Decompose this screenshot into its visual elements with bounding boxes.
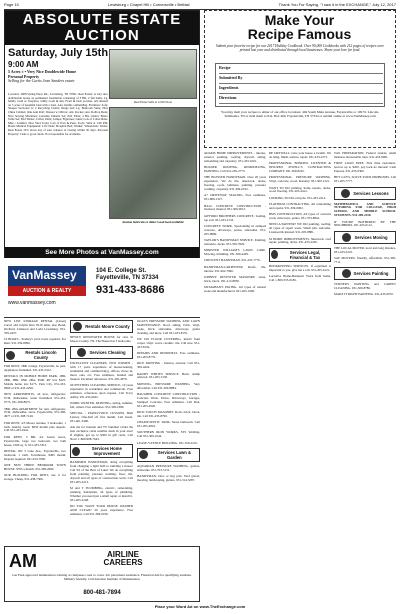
list-item: TURNER'S PAINTING and CARPET CLEANING. 931-309-8786. xyxy=(334,282,396,291)
list-item: WE DO FLOOR COVERING, install from carpet, vinyl, wood, ceramic, tile. Call now. 931-433-8156. xyxy=(137,337,200,349)
list-item: SPECIAL - PIANO/VOICE LESSONS. Beth Lynsey. One-half off first month. Call Jessie. 931-401-3400. xyxy=(70,411,133,424)
list-item: BOOKKEEPING SERVICES. If organized is important to you, give me a call. 931-205-6121. xyxy=(269,263,331,272)
list-item: CHAMP-SEPTIC TANK. Stone bathroom. Call 931-205-4822. xyxy=(137,420,200,429)
category-header: Services Cleaning xyxy=(70,346,133,359)
list-item: MAKE IT RIGHT PAINTING. 931-433-0070. xyxy=(334,292,394,297)
recipe-form xyxy=(215,63,385,107)
classified-column-5 xyxy=(269,152,331,602)
list-item: REPAIRS AND REMODELS. Free estimates. 931-205-8776. xyxy=(137,351,200,360)
leaf-icon xyxy=(139,450,148,459)
list-item: PLATINUM CONTRACTING. All remodeling and repairs. 931-309-0002. xyxy=(269,202,331,210)
list-item: RICK TOUCH MASONRY. Rock, brick, block, tile. Call 931-433-8790. xyxy=(137,409,200,418)
classified-column-6 xyxy=(334,152,396,602)
vanmassey-web-link[interactable]: www.vanmassey.com xyxy=(8,300,56,306)
list-item: M HOME IMPROVEMENTS. Sheetrock, roof repair, painting, decks. 931-433-2220. xyxy=(269,236,331,245)
category-header: Rentals Lincoln County xyxy=(4,348,66,362)
list-item: AQUARIAN PRESSURE WASHING, gutters, sidewalks. 931-703-5131. xyxy=(137,463,200,472)
airline-body: Get FAA approved maintenance training at campuses coast to coast. Job placement assistance. Financial Aid for qualifying students. Military friendly. Call Aviation Institute of Maintenance xyxy=(12,573,192,581)
auction-summary xyxy=(8,70,108,84)
category-header: Services Moving xyxy=(334,231,396,244)
paint-roller-icon xyxy=(342,269,351,278)
page-footer: Place your Word Ad on www.TheExchange.com xyxy=(154,604,246,609)
list-item: HOLDER ROOFING, REMODELING, PAINTING. Call 931-205-2773. xyxy=(204,165,266,174)
auction-date: Saturday, July 15th xyxy=(8,47,109,59)
classified-column-2 xyxy=(70,262,133,544)
list-item: GIFFORD BROTHERS CONCRETE. Sealing, top soil. 931-433-2133. xyxy=(204,213,266,222)
house-icon xyxy=(6,351,15,360)
vanmassey-phone: 931-433-8686 xyxy=(96,284,165,296)
list-item: MCMAHAN'S PAVING. All types of natural stone and manufactured. 931-205-1900. xyxy=(204,285,266,294)
airline-careers-ad xyxy=(4,546,200,602)
list-item: PROFESSIONAL BONDED. LICENSED & INSURED JEWELL'S CONTRACTING COMPANY. 931-309-8222. xyxy=(269,161,331,174)
category-header: Services Lessons xyxy=(334,187,396,200)
interior-photo xyxy=(109,107,197,219)
classified-column-4 xyxy=(204,152,266,602)
broom-icon xyxy=(77,348,86,357)
recipe-mailing-address: You may mail your recipes to either of our office locations: 404 South Main Avenue, Fayetteville or 109 W. Lincoln, Tullahoma, TN or mail them to P.O. Box 490, Fayetteville, TN 37334 or submit online at www.VanMassey.com xyxy=(220,110,380,119)
classified-column-1 xyxy=(4,320,66,544)
list-item: 10 BOATS - Stanley's yard, boats repaired. For Rent. 931-359-8090. xyxy=(4,337,66,345)
interior-photo-caption: Auction held rain or shine! Good food available! xyxy=(122,220,184,224)
list-item: MOWING, PRESSURE WASHING. Very affordable. Call 931-309-8884. xyxy=(137,381,200,390)
list-item: ADAMS HOME IMPROVEMENTS - interior, exterior painting, roofing, drywall, siding, remodeling and carpentry. 931-433-0101. xyxy=(204,152,266,163)
vanmassey-logo: VanMassey xyxy=(8,266,86,296)
vanmassey-logo-sub: AUCTION & REALTY xyxy=(8,286,86,296)
list-item: DE DRYWALL. Give your house a facelift. We do hang, finish, texture, repair. 931-433-2273. xyxy=(269,152,331,159)
list-item: NEW LIST STORAGE RENTAL (Closet) Carrol and Jolynn have 8x10 units, also Bond, Orchard, Cameron and Ladd Lewisburg. 931-359-2437. xyxy=(4,320,66,335)
scale-icon xyxy=(271,250,278,259)
auction-footer-link[interactable]: See More Photos at VanMassey.com xyxy=(5,247,199,258)
list-item: RANDY WHITES SERVICE. Buck, stump removal. 931-205-3130. xyxy=(137,371,200,380)
estate-auction-ad xyxy=(4,10,200,258)
truck-icon xyxy=(342,233,351,242)
auction-banner-line2: AUCTION xyxy=(64,27,140,44)
category-header: Rentals Moore County xyxy=(70,320,133,333)
list-item: BMS CONSTRUCTION. All types of concrete work, driveways, patios. 931-703-8842. xyxy=(269,212,331,221)
paper-towns: Lewisburg • Chapel Hill • Cornersville • Belfast xyxy=(107,2,190,7)
list-item: FOR RENT, 4/3 Moore Avenue, 3 bedrooms, 1 bath, laundry room. $650 month plus deposit. Call 931-433-0441. xyxy=(4,420,66,433)
list-item: WORK WANTED. PAINTING, spring, summer, fall, winter. Free estimates. 931-309-1980. xyxy=(70,401,133,410)
list-item: OUTFITTERS CLEANING SERVICE, 19 years experience in residential and commercial. Free estimates, references upon request. Call Tracy Ashby, 931-433-6622. xyxy=(70,383,133,399)
list-item: THE BLESSED HANDYMAN. Over 20 years experience. We do tile, sheetrock, decks, flooring, roofs, laminate, painting, pressure washing, carpentry. 931-309-0192. xyxy=(204,175,266,192)
list-item: FOR RENT, 2BR cottage, Fayetteville, no pets. Appliances furnished. 931-433-5412. xyxy=(4,364,66,373)
auction-sub-2: Personal Property xyxy=(8,73,40,79)
page-number: Page 10 xyxy=(4,2,19,7)
recipe-title-line2: Recipe Famous xyxy=(247,26,352,42)
list-item: HANDYMAN-CARPENTER. Roofs, tile, interior. 931-962-7990. xyxy=(204,264,266,273)
list-item: HANDMEN HANDYMAN, doing everything from changing a light bulb to building a house! Call Ed of the Best of Lake! We do everything from painting, pressure washing, floor, tile, drywall and all types of construction work. Call 931-205-2213. xyxy=(70,460,133,484)
list-item: THE LOCAL MOVER. local and long distance. 931-433-2222. xyxy=(334,245,396,254)
list-item: NEWLY RENOVATED HOUSE for rent, in Moore County, TN. The House has 3 bedrooms. xyxy=(70,335,133,343)
vanmassey-address: 104 E. College St. Fayetteville, TN 37334 xyxy=(96,268,159,281)
recipe-field-submitted-by[interactable]: Submitted By xyxy=(219,75,383,84)
category-header: Services Lawn & Garden xyxy=(137,448,200,462)
house-photo xyxy=(109,49,197,99)
classified-column-3 xyxy=(137,320,200,544)
list-item: BAUGHER CONCRETE CONSTRUCTION - Concrete Work, Patios, Driveways, Garages, Stamped Concrete. Free estimates. Call Rod, 931-205-4920. xyxy=(137,391,200,408)
list-item: RENTAL ON 3 Lane Ave., Fayetteville, two bedroom, 1 bath, Townhouse, $495 month. Deposit required. 931-433-7000. xyxy=(4,448,66,461)
list-item: TAYLOR'S HANDYMAN SERVICE. Painting, remodels, decks. 931-359-7820. xyxy=(204,238,266,246)
list-item: NEED A PAINTER? WE DO painting, roofing, all types of repair work. Small jobs welcome. Licensed & insured. 931-205-8881. xyxy=(269,222,331,235)
page-header xyxy=(4,2,396,10)
recipe-submission-ad xyxy=(204,10,396,148)
recipe-field-directions[interactable]: Directions xyxy=(219,95,383,104)
list-item: FIRST LOAN FREE. First time customers, borrow up to $200, pay back no interest! Cash Express. 931-433-0300. xyxy=(334,161,396,174)
apple-icon xyxy=(341,189,350,198)
list-item: M and T PLUMBING, electric, remodeling, painting, handyman, all types of plumbing. Whether you need just a small repair or install it. 931-205-2248. xyxy=(70,486,133,503)
list-item: SOUTHERN IRON WORKS, STS Welding. Call 931-309-1044. xyxy=(137,430,200,439)
list-item: LOOKING TO DO odd jobs. 931-433-2214. xyxy=(269,195,326,200)
category-header: Services Home Improvement xyxy=(70,444,133,458)
recipe-field-recipe[interactable]: Recipe xyxy=(219,65,383,74)
list-item: A+ DRIVEWAY SEALING. Free estimates. 931-808-1327. xyxy=(204,193,266,202)
list-item: PROFESSIONAL PRESSURE WASHING. Vinyl, concrete, wood, masonry. 931-309-1221. xyxy=(269,175,331,184)
recipe-intro: Submit your favorite recipe for our 2017 Holiday Cookbook. Over 90,000 Cookbooks with 212 pages of recipes were printed last year and distributed through local businesses. Share your love for food. xyxy=(215,44,385,53)
list-item: FOR RENT, 3 BR, 4/2 Green Acres, Fayetteville, large two bedroom, two bath house, 1000 sq. ft. 931-433-5312. xyxy=(4,434,66,447)
list-item: CONCRETE WORK. Specializing in stamped concrete, driveways, patios, sidewalks. 931-205-8989. xyxy=(204,223,266,236)
auction-sub-1: 5 Acres ± • Very Nice Doublewide Home xyxy=(8,69,77,74)
list-item: Ask me for internet and TV bundles! Order the best exclusive cable satellite deals in your area! If eligible, get up to $300 in gift cards. Call Now! 1-800-908-7043. xyxy=(70,425,133,442)
auction-time: 9:00 AM xyxy=(8,60,39,69)
list-item: ONE NEW THREE BEDROOM TOWN HOUSE. $795 a month. 931-309-2960. xyxy=(4,462,66,471)
category-header: Services Legal, Financial & Tax xyxy=(269,248,331,262)
list-item: MATHEMATICS AND SCIENCE TUTORING FOR COLLEGE, HIGH SCHOOL AND MIDDLE SCHOOL STUDENTS. 931-309-2210. xyxy=(334,201,396,218)
list-item: HANDYMAN, blow or bog jobs. Yard gravel, mowing, landscaping, gutters. 931-314-5287. xyxy=(137,474,200,482)
list-item: LEASE-Y-FENCE BUILDING. 931-359-2210. xyxy=(137,440,198,445)
house-photo-caption: Real Estate Sells at 12:00 Noon xyxy=(133,100,173,104)
list-item: HEY GUYS, SOLVE YOUR PROBLEMS. Call 931-205-7777. xyxy=(334,175,396,184)
list-item: OGLE'S PRESSURE WASHING AND LAWN MAINTENANCE. Roof, siding, brick, vinyl, stone, brick, sidewalks, driveways, gutter cleaning, and more. Call 931-433-8155. xyxy=(137,320,200,335)
list-item: JOHNNY REVESTER MASONRY, stone, brick, block. 931-212-8830. xyxy=(204,274,266,283)
list-item: EXCELLENT CLEANERS, TWO WOMEN - with 17 years experience of housecleaning, residential and commercial(s), offices, move in, move outs, etc. Free estimates, bonded and insured. Excellent references. 931-205-4979. xyxy=(70,361,133,381)
auction-sub-3: Selling for the Curtis Jean Sanders estate xyxy=(8,78,75,84)
recipe-title xyxy=(205,13,394,41)
list-item: 3BR, 2BA APARTMENT for rent, refrigerator, W/D, dishwasher, stove. Fayetteville, 931-308-4977 or 931-308-7149. xyxy=(4,406,66,419)
aim-logo: AM xyxy=(9,551,37,571)
list-item: RICE PAINTING - Interior, exterior. Call 931-309-4424. xyxy=(137,361,200,370)
hammer-icon xyxy=(72,447,80,456)
category-header: Services Painting xyxy=(334,267,396,280)
list-item: MINISTER WILLIAM'S LAWN CARE. Mowing, trimming. 931-309-4429. xyxy=(204,248,266,257)
recipe-field-ingredients[interactable]: Ingredients xyxy=(219,85,383,94)
list-item: WANT TO DO painting, home repairs, decks, wood flooring. 931-205-4412. xyxy=(269,185,331,194)
auction-banner xyxy=(5,11,199,45)
list-item: HALL CONCRETE CONSTRUCTION - licensed, insured. 931-309-0012. xyxy=(204,203,266,212)
recipe-title-line1: Make Your xyxy=(264,12,335,28)
house-icon xyxy=(73,322,82,331)
auction-details: Location: 2008 Spring Place Rd., Lewisburg, TN 37091. Real Estate: A very nice doublewide house on permanent foundation consisting of 3 BR, 2 full baths, Lg. family room w/ fireplace, utility room & den. Front & back porches. All situated on 5 acres of beautiful land with a barn. Also Outfits outbuilding. Furniture: Sofa; Sleeper Sectional w/ 2 Recycling Chairs; Kings bed; Lg. Bedroom Suite; Nice China Cabinet; Oak Arm Roll; Dresser w/ Mirror; Ant. Rocker; Ant. Rolltop Desk; Nice Sewing Machines; Curtains; Dinette Set; Pub Table; 2 Bar Chairs; Bistro Table Set; End Tables; Coffee Table; Lamps; Figurines; Guns; Lots of Collectibles. Misc.: Ladders; Nice Yard Tools; Lots of Pots & Pans. Tools: Sells at 1:00 PM. Home Medical Equipment: Lift Chair; Hospital Bed; Walker; Wheelchair. Terms: Real Estate 10% down day of sale, balance at closing within 30 days. Personal Property: Cash or good check. Not responsible for accidents. xyxy=(8,93,108,136)
list-item: RENTALS IN MOBILE HOME PARK, 1BR, 2BR, 3BR. 1BR, 2BA, $500. RV lots $325. Mobile home lots $175. Park City, 931-433-0960 or 931-433-2299. xyxy=(4,374,66,391)
list-item: IF YOU'RE BOTHERED BY THE NEIGHBORS. 931-205-0112. xyxy=(334,219,396,228)
list-item: TAX PREPARATION, Federal returns, small business. Reasonable rates. 931-433-0081. xyxy=(334,152,396,159)
page-tagline: Thank You For Saying, "I saw it in the EXCHANGE," July 12, 2017 xyxy=(278,2,396,7)
list-item: Lucrative Home-Business! Work from home. Call 1-800-555-0186. xyxy=(269,273,331,282)
list-item: DO YOU WANT YOUR HOUSE WASHED AND CLEAN? 20 years experience. Free estimates. Call 931-309-0190. xyxy=(70,504,133,517)
airline-title: AIRLINE CAREERS xyxy=(103,550,143,567)
list-item: CRESCENT HANDYMAN. 931-433-7770. xyxy=(204,258,261,263)
auction-banner-line1: ABSOLUTE ESTATE xyxy=(22,11,182,28)
list-item: OUR BUILDING FOR RENT, use it for storage. Cheap, 931-438-7366. xyxy=(4,473,66,482)
list-item: SAY MOVERS, friendly, affordable. 931-309-7711. xyxy=(334,255,396,264)
airline-phone: 800-481-7894 xyxy=(83,590,121,596)
list-item: NEW APARTMENTS, all new, refrigerator, W/D, dishwasher, water furnished. 931-433-0773, 931-308-8975. xyxy=(4,392,66,405)
